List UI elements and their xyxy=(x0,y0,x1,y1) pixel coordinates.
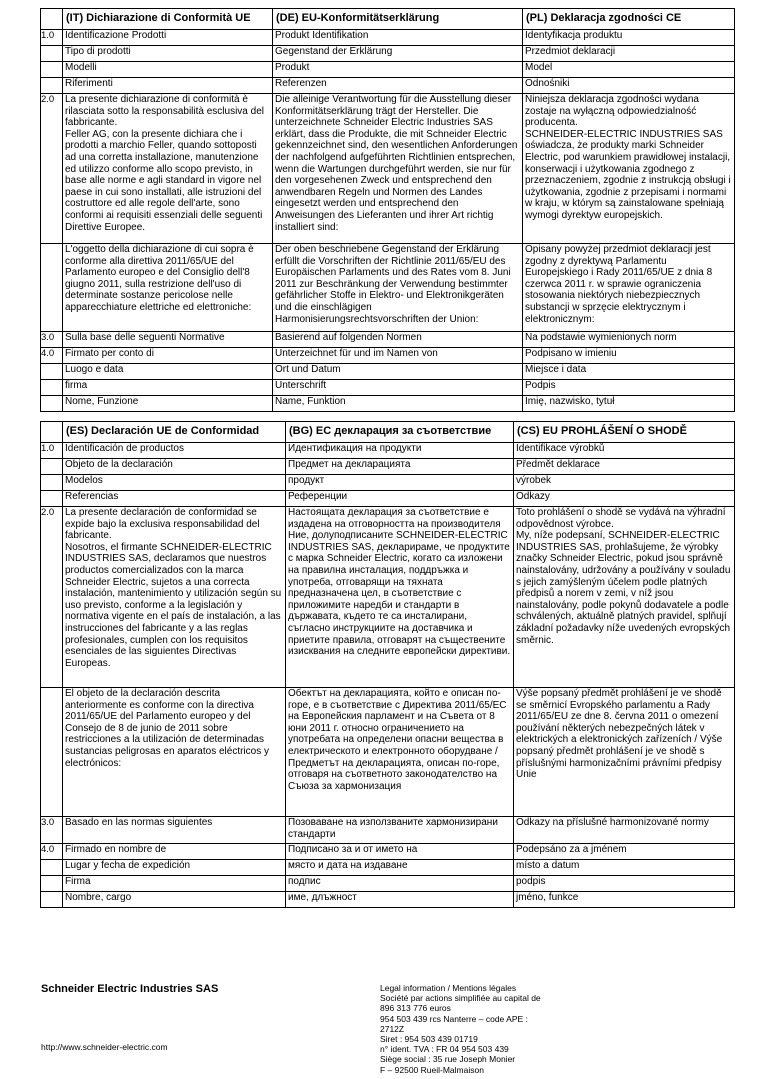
section-number: 2.0 xyxy=(41,507,63,688)
table-body xyxy=(41,443,735,908)
table-row xyxy=(41,688,735,817)
cell-cs: místo a datum xyxy=(514,860,735,876)
cell-cs: jméno, funkce xyxy=(514,892,735,908)
cell-es: Firma xyxy=(63,876,286,892)
table-row xyxy=(41,892,735,908)
section-number: 4.0 xyxy=(41,844,63,860)
cell-de: Ort und Datum xyxy=(273,364,523,380)
table-row xyxy=(41,507,735,688)
cell-bg: място и дата на издаване xyxy=(286,860,514,876)
legal-line: 896 313 776 euros xyxy=(380,1003,451,1014)
section-number xyxy=(41,475,63,491)
section-number xyxy=(41,396,63,412)
cell-cs: Identifikace výrobků xyxy=(514,443,735,459)
cell-bg: име, длъжност xyxy=(286,892,514,908)
table-row xyxy=(41,244,735,332)
num-header xyxy=(41,9,63,30)
cell-it: Identificazione Prodotti xyxy=(63,30,273,46)
cell-bg: Подписано за и от името на xyxy=(286,844,514,860)
cell-cs: Podepsáno za a jménem xyxy=(514,844,735,860)
num-header xyxy=(41,422,63,443)
table-row xyxy=(41,459,735,475)
section-number xyxy=(41,244,63,332)
cell-de: Basierend auf folgenden Normen xyxy=(273,332,523,348)
cell-bg: Референции xyxy=(286,491,514,507)
cell-pl: Odnośniki xyxy=(523,78,735,94)
header-es: (ES) Declaración UE de Conformidad xyxy=(63,422,286,443)
cell-bg: Обектът на декларацията, който е описан по-горе, е в съответствие с Директива 2011/65/ЕС на Европейския парламент и на Съвета от 8 юни 2011 г. относно ограничението на употребата на определени опасни вещества в електрическото и електронното оборудване / Предметът на декларацията, описан по-горе, отговаря на съответното законодателство на Съюза за хармонизация xyxy=(286,688,514,817)
legal-line: 2712Z xyxy=(380,1023,405,1034)
declaration-table-es-bg-cs xyxy=(40,421,735,908)
table-row xyxy=(41,94,735,244)
table-row xyxy=(41,78,735,94)
table-row xyxy=(41,364,735,380)
cell-de: Der oben beschriebene Gegenstand der Erklärung erfüllt die Vorschriften der Richtlinie 2011/65/EU des Europäischen Parlaments und des Rates vom 8. Juni 2011 zur Beschränkung der Verwendung bestimmter gefährlicher Stoffe in Elektro- und Elektronikgeräten und die einschlägigen Harmonisierungsrechtsvorschriften der Union: xyxy=(273,244,523,332)
cell-de: Die alleinige Verantwortung für die Ausstellung dieser Konformitätserklärung trägt der Hersteller. Die unterzeichnete Schneider Electric Industries SAS erklärt, dass die Produkte, die mit Schneider Electric gekennzeichnet sind, den wesentlichen Anforderungen der nachfolgend aufgeführten Richtlinien entsprechen, wenn die Wartungen durchgeführt werden, sie nur für den vorgesehenen Zweck und entsprechend den anwendbaren Regeln und Normen des Landes eingesetzt werden und entsprechend den Anweisungen des Lieferanten und ihrer Art richtig installiert sind: xyxy=(273,94,523,244)
section-number xyxy=(41,876,63,892)
table-row xyxy=(41,62,735,78)
cell-pl: Przedmiot deklaracji xyxy=(523,46,735,62)
cell-pl: Podpisano w imieniu xyxy=(523,348,735,364)
cell-de: Produkt xyxy=(273,62,523,78)
cell-pl: Imię, nazwisko, tytuł xyxy=(523,396,735,412)
cell-it: L'oggetto della dichiarazione di cui sopra è conforme alla direttiva 2011/65/UE del Parlamento europeo e del Consiglio dell'8 giugno 2011, sulla restrizione dell'uso di determinate sostanze pericolose nelle apparecchiature elettriche ed elettroniche: xyxy=(63,244,273,332)
section-number: 1.0 xyxy=(41,30,63,46)
cell-es: La presente declaración de conformidad se expide bajo la exclusiva responsabilidad del fabricante. Nosotros, el firmante SCHNEIDER-ELECTRIC INDUSTRIES SAS, declaramos que nuestros productos comercializados con la marca Schneider Electric, sujetos a una correcta instalación, mantenimiento y utilización según su uso previsto, conforme a la legislación y normativa vigente en el país de instalación, a las instrucciones del fabricante y a las reglas profesionales, cumplen con los requisitos esenciales de las siguientes Directivas Europeas. xyxy=(63,507,286,688)
cell-it: Nome, Funzione xyxy=(63,396,273,412)
section-number xyxy=(41,78,63,94)
table-row xyxy=(41,817,735,844)
declaration-table-it-de-pl xyxy=(40,8,735,412)
section-number xyxy=(41,380,63,396)
cell-pl: Niniejsza deklaracja zgodności wydana zostaje na wyłączną odpowiedzialność producenta. SCHNEIDER-ELECTRIC INDUSTRIES SAS oświadcza, że produkty marki Schneider Electric, pod warunkiem prawidłowej instalacji, konserwacji i użytkowania zgodnego z przeznaczeniem, zgodnie z instrukcją obsługi i użytkowania, zgodnie z przepisami i normami w kraju, w którym są zainstalowane spełniają wymogi dyrektyw europejskich. xyxy=(523,94,735,244)
cell-it: Sulla base delle seguenti Normative xyxy=(63,332,273,348)
header-bg: (BG) ЕС декларация за съответствие xyxy=(286,422,514,443)
table-row xyxy=(41,443,735,459)
cell-cs: výrobek xyxy=(514,475,735,491)
cell-de: Unterschrift xyxy=(273,380,523,396)
legal-line: Legal information / Mentions légales xyxy=(380,983,517,993)
table-row xyxy=(41,475,735,491)
section-number: 4.0 xyxy=(41,348,63,364)
header-it: (IT) Dichiarazione di Conformità UE xyxy=(63,9,273,30)
cell-pl: Na podstawie wymienionych norm xyxy=(523,332,735,348)
table-row xyxy=(41,491,735,507)
section-number xyxy=(41,688,63,817)
footer-company-name: Schneider Electric Industries SAS xyxy=(41,983,219,995)
cell-de: Unterzeichnet für und im Namen von xyxy=(273,348,523,364)
cell-es: Basado en las normas siguientes xyxy=(63,817,286,844)
section-number xyxy=(41,459,63,475)
header-de: (DE) EU-Konformitätserklärung xyxy=(273,9,523,30)
cell-es: Objeto de la declaración xyxy=(63,459,286,475)
cell-de: Referenzen xyxy=(273,78,523,94)
section-number xyxy=(41,892,63,908)
cell-bg: Идентификация на продукти xyxy=(286,443,514,459)
table-row xyxy=(41,348,735,364)
footer-legal-info xyxy=(380,983,580,1075)
header-pl: (PL) Deklaracja zgodności CE xyxy=(523,9,735,30)
section-number xyxy=(41,46,63,62)
section-number xyxy=(41,364,63,380)
cell-es: El objeto de la declaración descrita anteriormente es conforme con la directiva 2011/65/UE del Parlamento europeo y del Consejo de 8 de junio de 2011 sobre restricciones a la utilización de determinadas sustancias peligrosas en aparatos eléctricos y electrónicos: xyxy=(63,688,286,817)
cell-de: Name, Funktion xyxy=(273,396,523,412)
cell-pl: Identyfikacja produktu xyxy=(523,30,735,46)
table-row xyxy=(41,396,735,412)
table-row xyxy=(41,332,735,348)
cell-it: Luogo e data xyxy=(63,364,273,380)
cell-it: Modelli xyxy=(63,62,273,78)
section-number xyxy=(41,491,63,507)
table-row xyxy=(41,844,735,860)
cell-it: Riferimenti xyxy=(63,78,273,94)
cell-es: Identificación de productos xyxy=(63,443,286,459)
cell-bg: продукт xyxy=(286,475,514,491)
table-row xyxy=(41,876,735,892)
cell-cs: podpis xyxy=(514,876,735,892)
table-row xyxy=(41,46,735,62)
table-body xyxy=(41,30,735,412)
section-number xyxy=(41,62,63,78)
cell-es: Lugar y fecha de expedición xyxy=(63,860,286,876)
legal-line: Société par actions simplifiée au capital de xyxy=(380,993,541,1004)
cell-pl: Model xyxy=(523,62,735,78)
cell-cs: Toto prohlášení o shodě se vydává na výhradní odpovědnost výrobce. My, níže podepsaní, SCHNEIDER-ELECTRIC INDUSTRIES SAS, prohlašujeme, že výrobky značky Schneider Electric, pokud jsou správně nainstalovány, udržovány a používány v souladu s jejich zamýšleným účelem podle platných předpisů a norem v zemi, v níž jsou nainstalovány, podle pokynů dodavatele a podle schválených, aktuálně platných pravidel, splňují základní požadavky níže uvedených evropských směrnic. xyxy=(514,507,735,688)
cell-bg: подпис xyxy=(286,876,514,892)
footer-website-link[interactable]: http://www.schneider-electric.com xyxy=(41,1042,168,1052)
cell-cs: Odkazy na příslušné harmonizované normy xyxy=(514,817,735,844)
section-number: 3.0 xyxy=(41,332,63,348)
cell-it: La presente dichiarazione di conformità è rilasciata sotto la responsabilità esclusiva del fabbricante. Feller AG, con la presente dichiara che i prodotti a marchio Feller, quando sottoposti ad una corretta installazione, manutenzione ed utilizzo conforme allo scopo previsto, in base alle norme e agli standard in vigore nel paese in cui sono installati, alle istruzioni del costruttore ed alle regole dell'arte, sono conformi ai requisiti essenziali delle seguenti Direttive Europee. xyxy=(63,94,273,244)
cell-bg: Настоящата декларация за съответствие е издадена на отговорността на производителя Ние, долуподписаните SCHNEIDER-ELECTRIC INDUSTRIES SAS, декларираме, че продуктите с марка Schneider Electric, когато са изложени на правилна инсталация, поддръжка и употреба, отговарящи на тяхната предназначена цел, в съответствие с приложимите наредби и стандарти в държавата, където те са инсталирани, съгласно инструкциите на доставчика и приетите правила, отговарят на съществените изисквания на следните европейски директиви. xyxy=(286,507,514,688)
legal-line: 954 503 439 rcs Nanterre – code APE : xyxy=(380,1013,528,1024)
cell-es: Modelos xyxy=(63,475,286,491)
cell-it: Firmato per conto di xyxy=(63,348,273,364)
cell-cs: Předmět deklarace xyxy=(514,459,735,475)
cell-cs: Odkazy xyxy=(514,491,735,507)
cell-it: Tipo di prodotti xyxy=(63,46,273,62)
cell-pl: Opisany powyżej przedmiot deklaracji jest zgodny z dyrektywą Parlamentu Europejskiego i Rady 2011/65/UE z dnia 8 czerwca 2011 r. w sprawie ograniczenia stosowania niektórych niebezpiecznych substancji w sprzęcie elektrycznym i elektronicznym: xyxy=(523,244,735,332)
cell-pl: Podpis xyxy=(523,380,735,396)
section-number: 3.0 xyxy=(41,817,63,844)
legal-line: Siège social : 35 rue Joseph Monier xyxy=(380,1054,516,1065)
cell-es: Referencias xyxy=(63,491,286,507)
table-row xyxy=(41,30,735,46)
section-number: 1.0 xyxy=(41,443,63,459)
cell-bg: Предмет на декларацията xyxy=(286,459,514,475)
legal-line: Siret : 954 503 439 01719 xyxy=(380,1034,478,1045)
cell-de: Produkt Identifikation xyxy=(273,30,523,46)
cell-es: Nombre, cargo xyxy=(63,892,286,908)
cell-de: Gegenstand der Erklärung xyxy=(273,46,523,62)
cell-es: Firmado en nombre de xyxy=(63,844,286,860)
table-header-row xyxy=(41,9,735,30)
cell-bg: Позоваване на използваните хармонизирани стандарти xyxy=(286,817,514,844)
cell-it: firma xyxy=(63,380,273,396)
table-header-row xyxy=(41,422,735,443)
table-row xyxy=(41,380,735,396)
section-number xyxy=(41,860,63,876)
table-row xyxy=(41,860,735,876)
legal-line: n° ident. TVA : FR 04 954 503 439 xyxy=(380,1044,509,1055)
legal-line: F – 92500 Rueil-Malmaison xyxy=(380,1064,484,1075)
cell-cs: Výše popsaný předmět prohlášení je ve shodě se směrnicí Evropského parlamentu a Rady 2011/65/EU ze dne 8. června 2011 o omezení používání některých nebezpečných látek v elektrických a elektronických zařízeních / Výše popsaný předmět prohlášení je ve shodě s příslušnými harmonizačními právními předpisy Unie xyxy=(514,688,735,817)
header-cs: (CS) EU PROHLÁŠENÍ O SHODĚ xyxy=(514,422,735,443)
cell-pl: Miejsce i data xyxy=(523,364,735,380)
section-number: 2.0 xyxy=(41,94,63,244)
